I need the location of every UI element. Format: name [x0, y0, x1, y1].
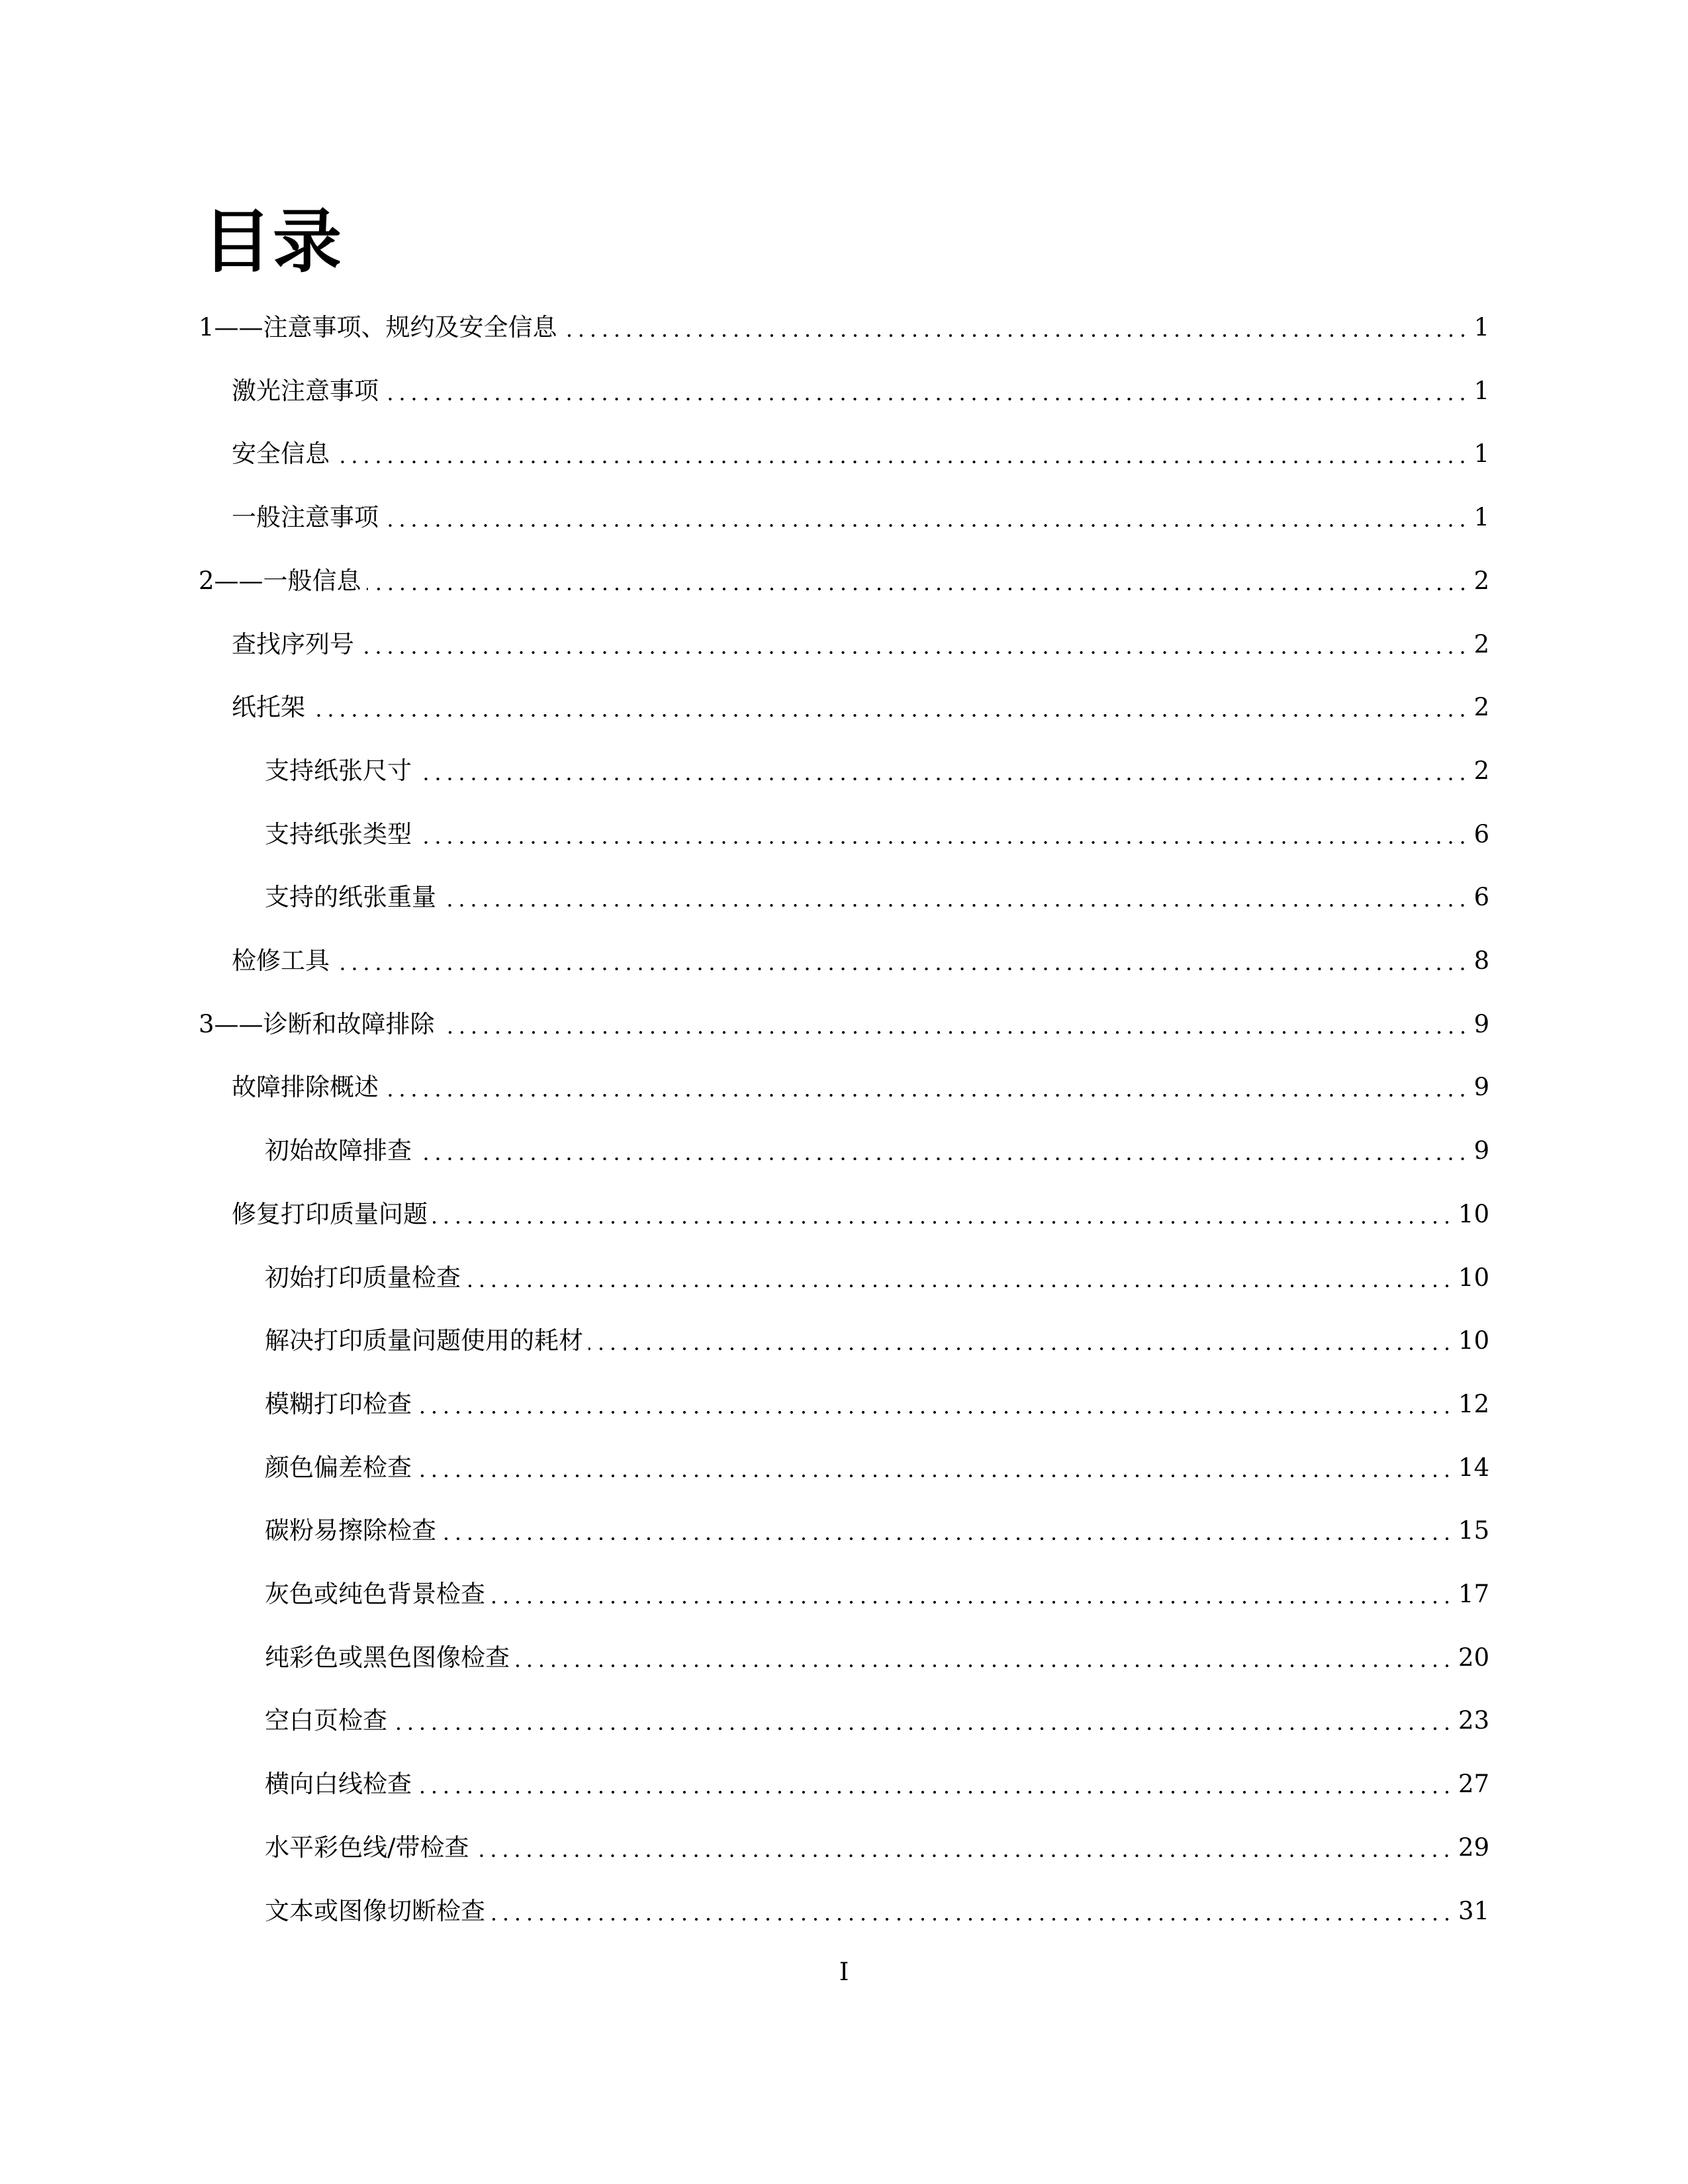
- toc-entry-page: 31: [1458, 1897, 1489, 1925]
- toc-entry-page: 9: [1474, 1010, 1489, 1038]
- toc-entry-page: 1: [1474, 313, 1489, 341]
- toc-entry-label: 2——一般信息: [199, 567, 361, 595]
- toc-entry-label: 解决打印质量问题使用的耗材: [265, 1326, 583, 1355]
- toc-entry-page: 2: [1474, 756, 1489, 785]
- toc-entry[interactable]: [265, 1638, 1489, 1678]
- toc-entry-label: 安全信息: [232, 439, 330, 468]
- toc-entry-label: 一般注意事项: [232, 503, 379, 531]
- toc-entry[interactable]: [265, 1764, 1489, 1804]
- toc-entry-label: 空白页检查: [265, 1706, 387, 1735]
- toc-dot-leader: [474, 1854, 1452, 1857]
- toc-dot-leader: [491, 1601, 1453, 1604]
- toc-entry-label: 查找序列号: [232, 630, 354, 659]
- toc-entry-label: 支持纸张尺寸: [265, 756, 412, 785]
- page-title: 目录: [203, 201, 344, 282]
- toc-entry-page: 9: [1474, 1073, 1489, 1101]
- toc-entry-label: 水平彩色线/带检查: [265, 1833, 469, 1862]
- toc-entry-label: 颜色偏差检查: [265, 1453, 412, 1482]
- toc-entry-page: 23: [1458, 1706, 1489, 1735]
- toc-entry-label: 修复打印质量问题: [232, 1200, 428, 1228]
- toc-entry-label: 模糊打印检查: [265, 1390, 412, 1418]
- toc-entry-page: 29: [1458, 1833, 1489, 1862]
- toc-entry[interactable]: [265, 1574, 1489, 1614]
- toc-entry-page: 27: [1458, 1770, 1489, 1798]
- toc-entry-page: 6: [1474, 820, 1489, 848]
- toc-dot-leader: [442, 1537, 1453, 1540]
- toc-dot-leader: [384, 1094, 1468, 1097]
- toc-entry[interactable]: [265, 1511, 1489, 1551]
- toc-entry-label: 纯彩色或黑色图像检查: [265, 1643, 510, 1672]
- toc-dot-leader: [384, 524, 1468, 527]
- toc-entry[interactable]: [265, 1321, 1489, 1361]
- toc-entry[interactable]: [199, 561, 1489, 601]
- toc-entry[interactable]: [232, 688, 1489, 727]
- toc-entry-label: 横向白线检查: [265, 1770, 412, 1798]
- toc-entry-page: 1: [1474, 503, 1489, 531]
- toc-entry[interactable]: [265, 1385, 1489, 1424]
- toc-entry-page: 2: [1474, 567, 1489, 595]
- toc-dot-leader: [433, 1221, 1453, 1224]
- toc-dot-leader: [515, 1664, 1453, 1667]
- toc-entry-label: 文本或图像切断检查: [265, 1897, 485, 1925]
- toc-entry[interactable]: [265, 1828, 1489, 1868]
- toc-dot-leader: [384, 398, 1468, 400]
- toc-entry[interactable]: [265, 878, 1489, 917]
- toc-entry[interactable]: [265, 1891, 1489, 1931]
- toc-dot-leader: [563, 334, 1469, 337]
- toc-entry[interactable]: [232, 434, 1489, 474]
- toc-dot-leader: [417, 841, 1468, 844]
- toc-entry-label: 初始打印质量检查: [265, 1263, 461, 1292]
- toc-entry-label: 纸托架: [232, 693, 305, 721]
- toc-dot-leader: [491, 1918, 1453, 1921]
- toc-dot-leader: [335, 461, 1468, 463]
- toc-dot-leader: [417, 1411, 1453, 1414]
- toc-dot-leader: [417, 1791, 1453, 1794]
- toc-entry-page: 1: [1474, 439, 1489, 468]
- toc-entry-page: 10: [1458, 1263, 1489, 1292]
- toc-entry[interactable]: [232, 371, 1489, 411]
- toc-entry-page: 10: [1458, 1326, 1489, 1355]
- toc-dot-leader: [417, 1475, 1453, 1477]
- toc-entry[interactable]: [265, 1448, 1489, 1488]
- toc-entry-label: 支持的纸张重量: [265, 883, 436, 911]
- toc-dot-leader: [417, 1158, 1468, 1160]
- toc-entry[interactable]: [199, 308, 1489, 347]
- toc-entry-page: 20: [1458, 1643, 1489, 1672]
- toc-entry-label: 支持纸张类型: [265, 820, 412, 848]
- toc-entry-label: 1——注意事项、规约及安全信息: [199, 313, 557, 341]
- toc-entry-page: 12: [1458, 1390, 1489, 1418]
- toc-entry-page: 1: [1474, 377, 1489, 405]
- toc-dot-leader: [335, 968, 1468, 970]
- toc-entry[interactable]: [232, 1195, 1489, 1234]
- toc-entry-page: 14: [1458, 1453, 1489, 1482]
- toc-entry-page: 10: [1458, 1200, 1489, 1228]
- toc-entry-page: 17: [1458, 1580, 1489, 1608]
- toc-entry-label: 灰色或纯色背景检查: [265, 1580, 485, 1608]
- toc-entry[interactable]: [265, 1131, 1489, 1171]
- toc-entry-label: 激光注意事项: [232, 377, 379, 405]
- toc-dot-leader: [440, 1031, 1469, 1034]
- toc-entry-page: 2: [1474, 630, 1489, 659]
- toc-entry[interactable]: [232, 941, 1489, 981]
- page-number: I: [839, 1958, 849, 1986]
- toc-entry[interactable]: [199, 1005, 1489, 1044]
- toc-entry[interactable]: [265, 1258, 1489, 1298]
- toc-dot-leader: [417, 778, 1468, 780]
- toc-dot-leader: [466, 1285, 1453, 1287]
- toc-entry[interactable]: [265, 1701, 1489, 1741]
- toc-dot-leader: [588, 1347, 1453, 1350]
- toc-dot-leader: [442, 904, 1468, 907]
- toc-entry-page: 8: [1474, 946, 1489, 975]
- toc-dot-leader: [367, 588, 1469, 590]
- toc-entry-label: 碳粉易擦除检查: [265, 1516, 436, 1545]
- toc-entry-label: 初始故障排查: [265, 1136, 412, 1165]
- toc-entry[interactable]: [232, 498, 1489, 537]
- toc-entry-page: 15: [1458, 1516, 1489, 1545]
- toc-entry-label: 故障排除概述: [232, 1073, 379, 1101]
- toc-entry[interactable]: [232, 1068, 1489, 1107]
- toc-entry[interactable]: [265, 815, 1489, 854]
- toc-entry-label: 检修工具: [232, 946, 330, 975]
- toc-entry-page: 6: [1474, 883, 1489, 911]
- toc-dot-leader: [310, 714, 1468, 717]
- toc-entry-label: 3——诊断和故障排除: [199, 1010, 435, 1038]
- toc-dot-leader: [359, 651, 1468, 654]
- toc-entry-page: 9: [1474, 1136, 1489, 1165]
- toc-entry[interactable]: [265, 751, 1489, 791]
- toc-entry[interactable]: [232, 625, 1489, 664]
- toc-entry-page: 2: [1474, 693, 1489, 721]
- toc-dot-leader: [393, 1727, 1453, 1730]
